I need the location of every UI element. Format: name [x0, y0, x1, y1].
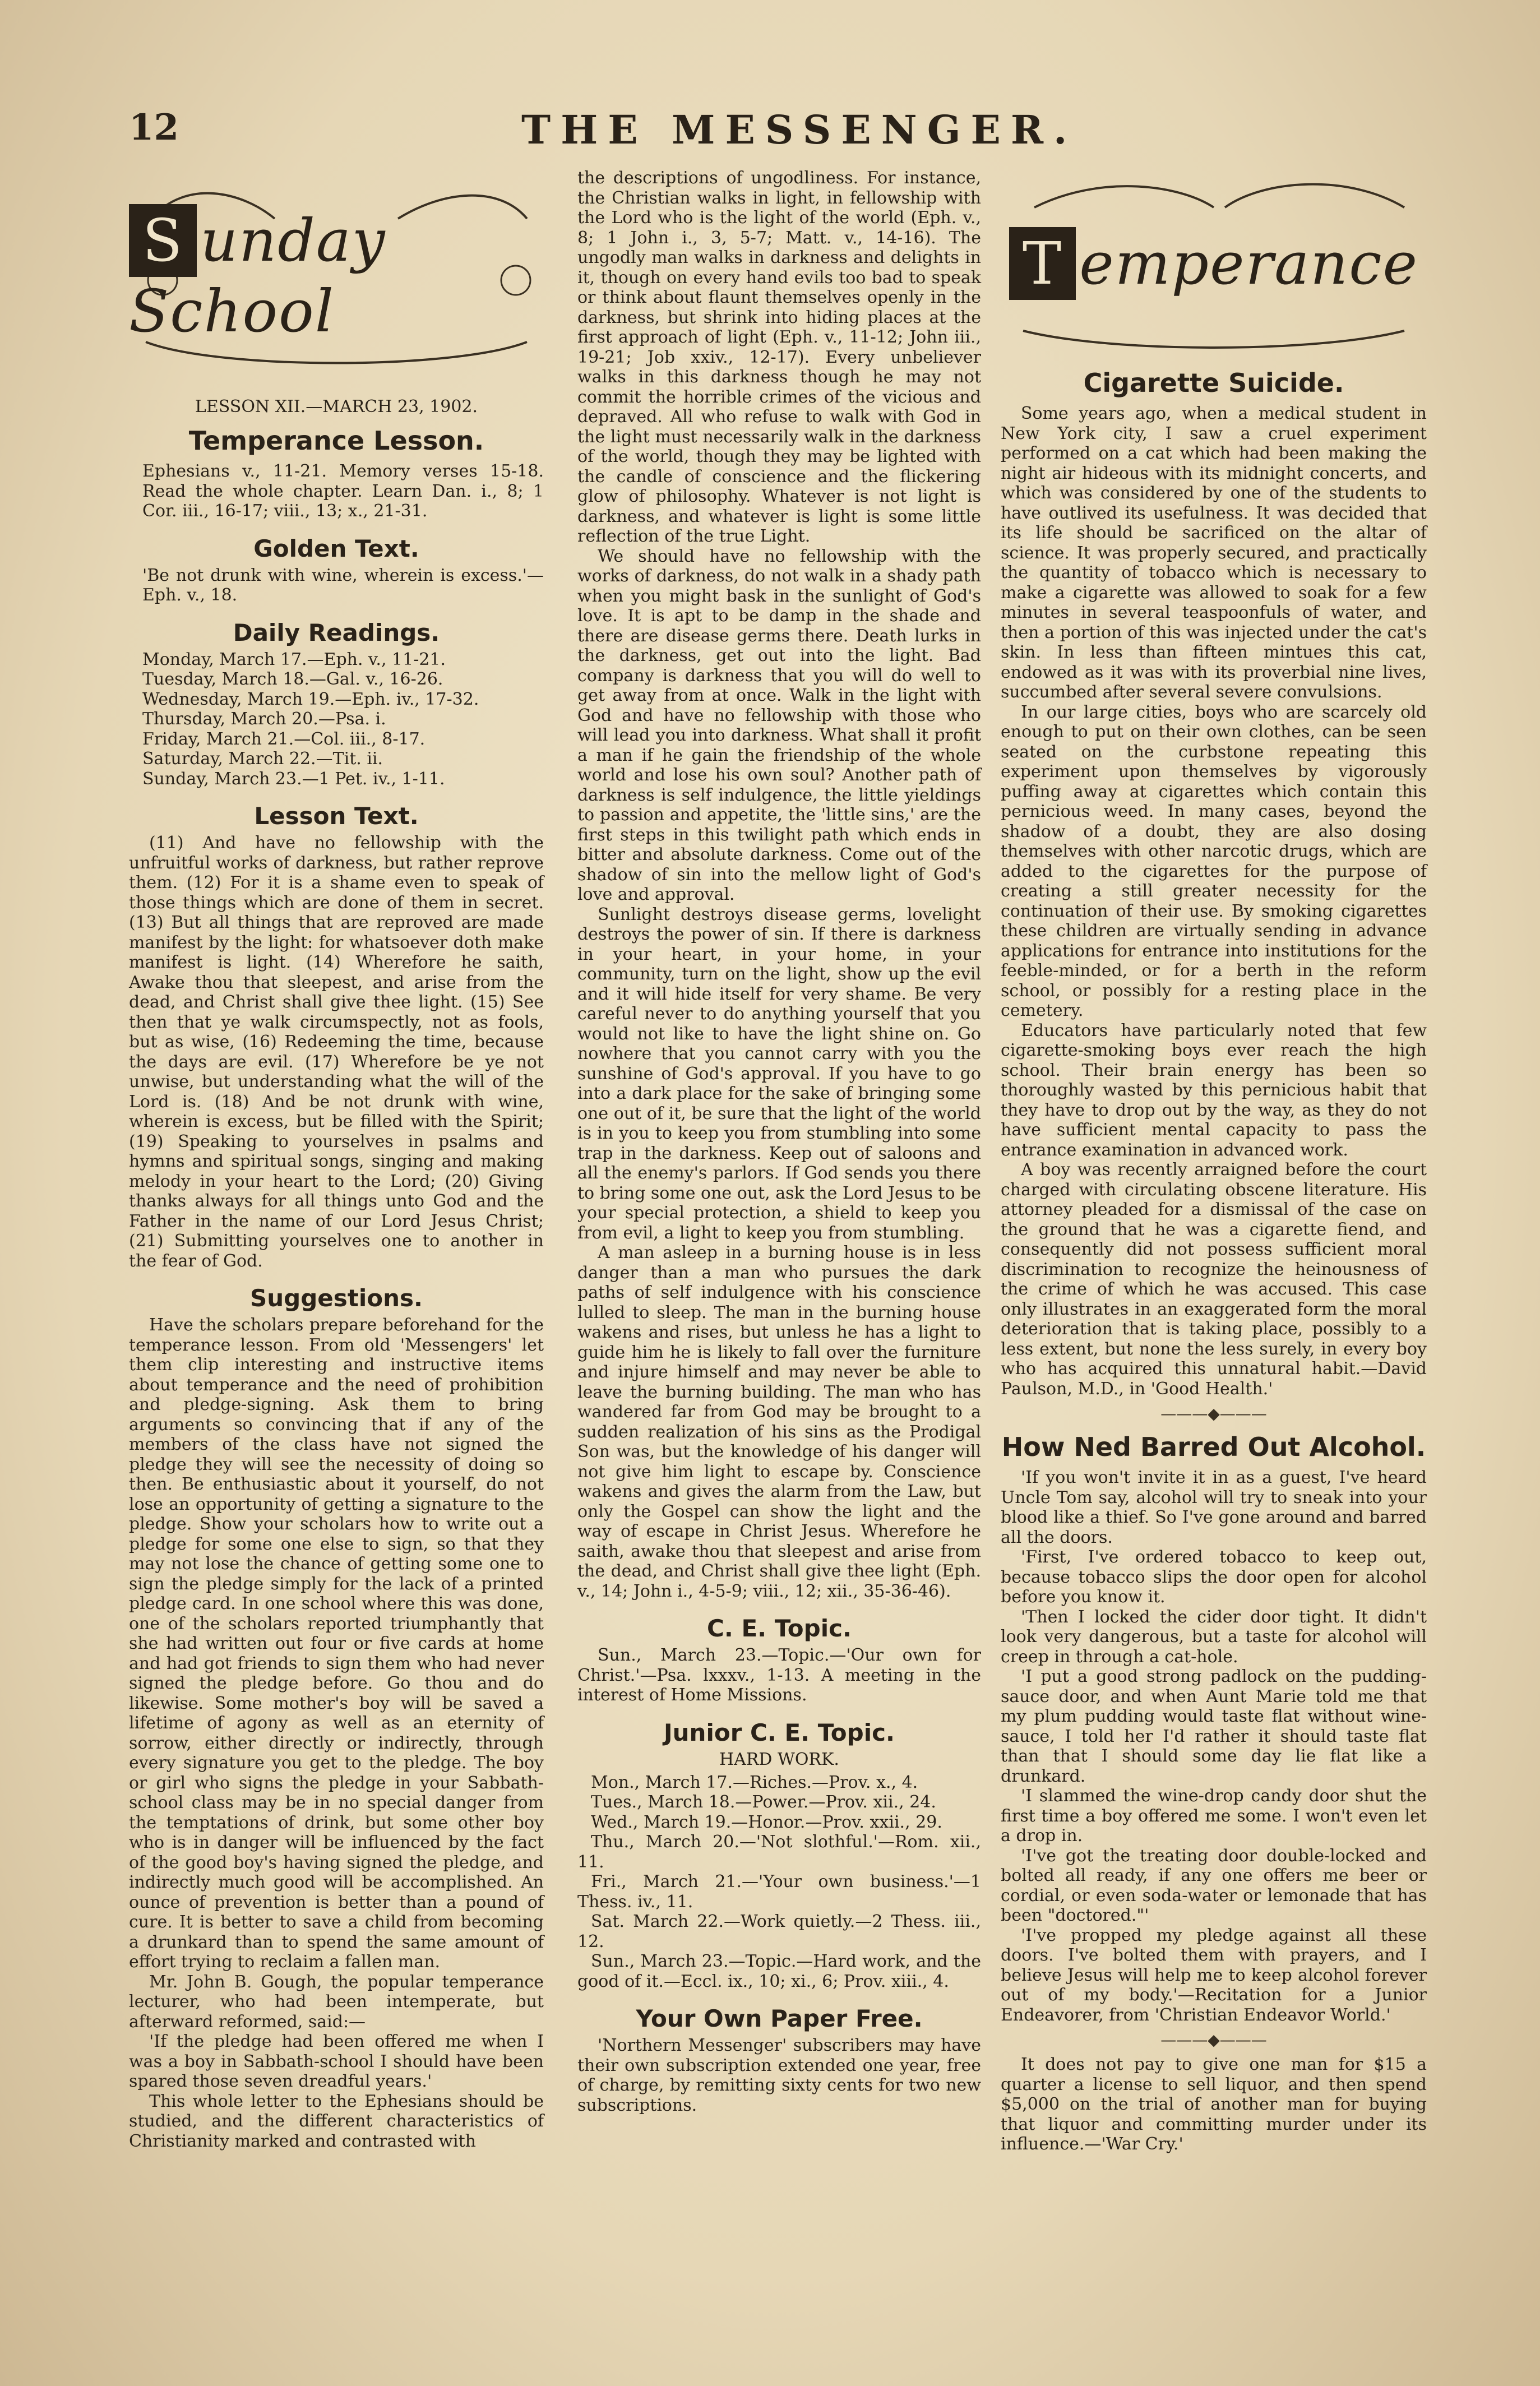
paragraph: Educators have particularly noted that few cigarette-smoking boys ever reach the high school. Their brain energy has been so thoroughly wasted by this pernicious habit that they have to drop out by the way, as they do not have sufficient mental capacity to pass the entrance examination in advanced work. — [1001, 1020, 1427, 1160]
list-item: Fri., March 21.—'Your own business.'—1 Thess. iv., 11. — [577, 1872, 981, 1912]
sunday-school-banner — [129, 168, 544, 381]
paragraph: 'If the pledge had been offered me when I was a boy in Sabbath-school I should have been spared those seven dreadful years.' — [129, 2032, 544, 2091]
list-item: Thu., March 20.—'Not slothful.'—Rom. xii., 11. — [577, 1832, 981, 1872]
lesson-title: Temperance Lesson. — [188, 426, 484, 456]
paragraph: the descriptions of ungodliness. For instance, the Christian walks in light, in fellowship with the Lord who is the light of the world (Eph. v., 8; 1 John i., 3, 5-7; Matt. v., 14-16). The ungodly man walks in darkness and delights in it, though on every hand evils too bad to speak or think about flaunt themselves openly in the darkness, but shrink into hiding places at the first approach of light (Eph. v., 11-12; John iii., 19-21; Job xxiv., 12-17). Every unbeliever walks in this darkness though he may not commit the horrible crimes of the vicious and depraved. All who refuse to walk with God in the light must necessarily walk in the darkness of the world, though they may be lighted with the candle of conscience and the flickering glow of philosophy. Whatever is not light is darkness, and whatever is light is some little reflection of the true Light. — [577, 168, 981, 546]
ce-topic-heading: C. E. Topic. — [707, 1615, 852, 1642]
cigarette-article — [1001, 404, 1427, 1399]
paragraph: It does not pay to give one man for $15 a quarter a license to sell liquor, and then spend $5,000 on the trial of another man for buying that liquor and committing murder under its influence.—'War Cry.' — [1001, 2055, 1427, 2154]
lesson-text — [129, 833, 544, 1271]
paragraph: 'I've got the treating door double-locked and bolted all ready, if any one offers me beer or cordial, or even soda-water or lemonade that has been "doctored."' — [1001, 1846, 1427, 1925]
banner-title — [1009, 227, 1418, 300]
paragraph: Some years ago, when a medical student in New York city, I saw a cruel experiment performed on a cat which had been making the night air hideous with its midnight concerts, and which was considered by one of the students to have outlived its usefulness. It was decided that its life should be sacrificed on the altar of science. It was properly secured, and practically the quantity of tobacco which is necessary to make a cigarette was allowed to soak for a few minutes in several teaspoonfuls of water, and then a portion of this was injected under the cat's skin. In less than fifteen mintues this cat, endowed as it was with its proverbial nine lives, succumbed after several severe convulsions. — [1001, 404, 1427, 702]
junior-ce-list — [577, 1773, 981, 1992]
paragraph: 'I put a good strong padlock on the pudding-sauce door, and when Aunt Marie told me that my plum pudding would taste flat without wine-sauce, I told her I'd rather it should taste flat than that I should some day lie flat like a drunkard. — [1001, 1667, 1427, 1786]
closing-paragraph — [1001, 2055, 1427, 2154]
cigarette-heading: Cigarette Suicide. — [1083, 368, 1344, 398]
paragraph: Sun., March 23.—Topic.—'Our own for Christ.'—Psa. lxxxv., 1-13. A meeting in the interest of Home Missions. — [577, 1645, 981, 1705]
ned-article — [1001, 1468, 1427, 2025]
lesson-number: LESSON XII.—MARCH 23, 1902. — [195, 397, 478, 417]
paragraph: 'Northern Messenger' subscribers may have their own subscription extended one year, free of charge, by remitting sixty cents for two new subscriptions. — [577, 2036, 981, 2115]
suggestions-heading: Suggestions. — [250, 1284, 423, 1312]
paragraph: 'I slammed the wine-drop candy door shut the first time a boy offered me some. I won't even let a drop in. — [1001, 1786, 1427, 1846]
paragraph: Have the scholars prepare beforehand for the temperance lesson. From old 'Messengers' let them clip interesting and instructive items about temperance and the need of prohibition and pledge-signing. Ask them to bring arguments so convincing that if any of the members of the class have not signed the pledge they will see the necessity of doing so then. Be enthusiastic about it yourself, do not lose an opportunity of getting a signature to the pledge. Show your scholars how to write out a pledge for some one else to sign, so that they may not lose the chance of getting some one to sign the pledge simply for the lack of a printed pledge card. In one school where this was done, one of the scholars reported triumphantly that she had written out four or five cards at home and had got friends to sign them who had never signed the pledge before. Go thou and do likewise. Some mother's boy will be saved a lifetime of agony as well as an eternity of sorrow, either directly or indirectly, through every signature you get to the pledge. The boy or girl who signs the pledge in your Sabbath-school class may be in no special danger from the temptations of drink, but some other boy who is in danger will be influenced by the fact of the good boy's having signed the pledge, and indirectly much good will be accomplished. An ounce of prevention is better than a pound of cure. It is better to save a child from becoming a drunkard than to spend the same amount of effort trying to reclaim a fallen man. — [129, 1315, 544, 1972]
golden-text: 'Be not drunk with wine, wherein is excess.'—Eph. v., 18. — [142, 565, 544, 605]
paragraph: Sunlight destroys disease germs, lovelight destroys the power of sin. If there is darkness in your heart, in your home, in your community, turn on the light, show up the evil and it will hide itself for very shame. Be very careful never to do anything yourself that you would not like to have the light shine on. Go nowhere that you cannot carry with you the sunshine of God's approval. If you have to go into a dark place for the sake of bringing some one out of it, be sure that the light of the world is in you to keep you from stumbling into some trap in the darkness. Keep out of saloons and all the enemy's parlors. If God sends you there to bring some one out, ask the Lord Jesus to be your special protection, a shield to keep you from evil, a light to keep you from stumbling. — [577, 904, 981, 1243]
paragraph: Mr. John B. Gough, the popular temperance lecturer, who had been intemperate, but afterward reformed, said:— — [129, 1972, 544, 2032]
paragraph: A man asleep in a burning house is in less danger than a man who pursues the dark paths of self indulgence with his conscience lulled to sleep. The man in the burning house wakens and rises, but unless he has a light to guide him he is likely to fall over the furniture and injure himself and may never be able to leave the burning building. The man who has wandered far from God may be brought to a sudden realization of his sins as the Prodigal Son was, but the knowledge of his danger will not give him light to escape by. Conscience wakens and gives the alarm from the Law, but only the Gospel can show the light and the way of escape in Christ Jesus. Wherefore he saith, awake thou that sleepest and arise from the dead, and Christ shall give thee light (Eph. v., 14; John i., 4-5-9; viii., 12; xii., 35-36-46). — [577, 1243, 981, 1601]
banner-initial: S — [129, 204, 197, 277]
column-1 — [129, 168, 544, 2151]
paragraph: 'I've propped my pledge against all these doors. I've bolted them with prayers, and I believe Jesus will help me to keep alcohol forever out of my body.'—Recitation for a Junior Endeavorer, from 'Christian Endeavor World.' — [1001, 1925, 1427, 2025]
banner-initial: T — [1009, 227, 1076, 300]
paragraph: 'First, I've ordered tobacco to keep out, because tobacco slips the door open for alcohol before you know it. — [1001, 1547, 1427, 1607]
list-item: Friday, March 21.—Col. iii., 8-17. — [142, 729, 426, 749]
banner-rest: emperance — [1079, 229, 1419, 298]
banner-rest: unday School — [129, 206, 386, 345]
golden-text-heading: Golden Text. — [253, 534, 419, 562]
paragraph: This whole letter to the Ephesians should be studied, and the different characteristics of Christianity marked and contrasted with — [129, 2091, 544, 2151]
list-item: Mon., March 17.—Riches.—Prov. x., 4. — [591, 1772, 918, 1792]
temperance-banner — [1001, 168, 1427, 359]
list-item: Saturday, March 22.—Tit. ii. — [142, 749, 383, 769]
lesson-commentary — [577, 168, 981, 1601]
banner-title — [129, 204, 544, 345]
list-item: Sun., March 23.—Topic.—Hard work, and the good of it.—Eccl. ix., 10; xi., 6; Prov. xiii., 4. — [577, 1952, 981, 1991]
paragraph: In our large cities, boys who are scarcely old enough to put on their own clothes, can be seen seated on the curbstone repeating this experiment upon themselves by vigorously puffing away at cigarettes which contain this pernicious weed. In many cases, beyond the shadow of a doubt, they are also dosing themselves with other narcotic drugs, which are added to the cigarettes for the purpose of creating a still greater necessity for the continuation of their use. By smoking cigarettes these children are virtually sending in advance applications for entrance into institutions for the feeble-minded, or for a berth in the reform school, or possibly for a resting place in the cemetery. — [1001, 702, 1427, 1020]
junior-ce-subtitle: HARD WORK. — [719, 1749, 839, 1769]
list-item: Sunday, March 23.—1 Pet. iv., 1-11. — [142, 769, 445, 789]
column-3 — [1001, 168, 1427, 2154]
page-number: 12 — [129, 107, 179, 149]
daily-readings-heading: Daily Readings. — [233, 618, 440, 646]
paragraph: 'If you won't invite it in as a guest, I've heard Uncle Tom say, alcohol will try to sneak into your blood like a thief. So I've gone around and barred all the doors. — [1001, 1468, 1427, 1547]
list-item: Sat. March 22.—Work quietly.—2 Thess. iii., 12. — [577, 1912, 981, 1952]
paper-free-text — [577, 2036, 981, 2115]
page-header — [129, 107, 1435, 157]
daily-readings-list — [129, 650, 544, 789]
list-item: Monday, March 17.—Eph. v., 11-21. — [142, 649, 446, 669]
list-item: Wednesday, March 19.—Eph. iv., 17-32. — [142, 689, 479, 709]
lesson-refs: Ephesians v., 11-21. Memory verses 15-18. Read the whole chapter. Learn Dan. i., 8; 1 Cor. iii., 16-17; viii., 13; x., 21-31. — [142, 461, 544, 521]
section-divider: ———◆——— — [1160, 1404, 1267, 1423]
section-divider: ———◆——— — [1160, 2031, 1267, 2049]
paragraph: 'Then I locked the cider door tight. It didn't look very dangerous, but a taste for alcohol will creep in through a cat-hole. — [1001, 1607, 1427, 1667]
list-item: Tues., March 18.—Power.—Prov. xii., 24. — [591, 1792, 936, 1812]
lesson-text-heading: Lesson Text. — [254, 802, 419, 830]
list-item: Tuesday, March 18.—Gal. v., 16-26. — [142, 669, 443, 689]
paragraph: (11) And have no fellowship with the unfruitful works of darkness, but rather reprove them. (12) For it is a shame even to speak of those things which are done of them in secret. (13) But all things that are reproved are made manifest by the light: for whatsoever doth make manifest is light. (14) Wherefore he saith, Awake thou that sleepest, and arise from the dead, and Christ shall give thee light. (15) See then that ye walk circumspectly, not as fools, but as wise, (16) Redeeming the time, because the days are evil. (17) Wherefore be ye not unwise, but understanding what the will of the Lord is. (18) And be not drunk with wine, wherein is excess, but be filled with the Spirit; (19) Speaking to yourselves in psalms and hymns and spiritual songs, singing and making melody in your heart to the Lord; (20) Giving thanks always for all things unto God and the Father in the name of our Lord Jesus Christ; (21) Submitting yourselves one to another in the fear of God. — [129, 833, 544, 1271]
suggestions-text — [129, 1315, 544, 2151]
paragraph: A boy was recently arraigned before the court charged with circulating obscene literature. His attorney pleaded for a dismissal of the case on the ground that he was a cigarette fiend, and consequently did not possess sufficient moral discrimination to recognize the heinousness of the crime of which he was accused. This case only illustrates in an exaggerated form the moral deterioration that is taking place, possibly to a less extent, but none the less surely, in every boy who has acquired this unnatural habit.—David Paulson, M.D., in 'Good Health.' — [1001, 1160, 1427, 1399]
ce-topic-text — [577, 1645, 981, 1705]
ned-heading: How Ned Barred Out Alcohol. — [1001, 1432, 1426, 1462]
column-2 — [577, 168, 981, 2115]
masthead: THE MESSENGER. — [521, 107, 1077, 153]
list-item: Wed., March 19.—Honor.—Prov. xxii., 29. — [591, 1812, 942, 1832]
paragraph: We should have no fellowship with the works of darkness, do not walk in a shady path when you might bask in the sunlight of God's love. It is apt to be damp in the shade and there are disease germs there. Death lurks in the darkness, get out into the light. Bad company is darkness that you will do well to get away from at once. Walk in the light with God and have no fellowship with those who will lead you into darkness. What shall it profit a man if he gain the friendship of the whole world and lose his own soul? Another path of darkness is self indulgence, the little yieldings to passion and appetite, the 'little sins,' are the first steps in this twilight path which ends in bitter and absolute darkness. Come out of the shadow of sin into the mellow light of God's love and approval. — [577, 546, 981, 904]
list-item: Thursday, March 20.—Psa. i. — [142, 709, 386, 729]
paper-free-heading: Your Own Paper Free. — [636, 2005, 923, 2032]
junior-ce-heading: Junior C. E. Topic. — [664, 1718, 895, 1746]
